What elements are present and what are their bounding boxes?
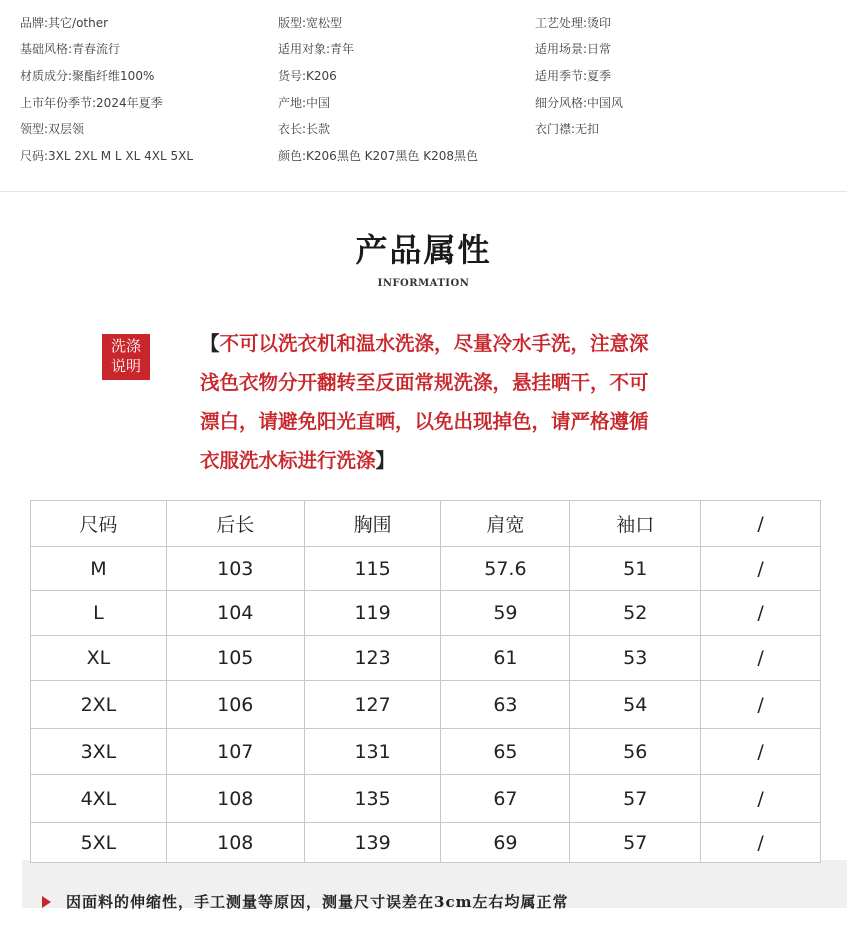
close-bracket: 】	[375, 449, 396, 472]
attr-launch-season: 上市年份季节:2024年夏季	[20, 96, 163, 110]
attr-length: 衣长:长款	[278, 122, 331, 136]
cell-slash: /	[701, 636, 821, 681]
attr-style: 基础风格:青春流行	[20, 42, 121, 56]
attr-sub-style: 细分风格:中国风	[535, 96, 624, 110]
product-attributes	[0, 0, 847, 192]
attr-placket: 衣门襟:无扣	[535, 122, 600, 136]
attr-target: 适用对象:青年	[278, 42, 355, 56]
triangle-arrow-icon	[42, 896, 51, 908]
header-size: 尺码	[31, 501, 167, 547]
attr-item-number: 货号:K206	[278, 69, 337, 83]
cell-chest: 139	[304, 823, 441, 863]
table-row	[31, 636, 821, 681]
cell-chest: 135	[304, 775, 441, 823]
attr-craft: 工艺处理:烫印	[535, 16, 612, 30]
table-row	[31, 591, 821, 636]
table-header-row	[31, 501, 821, 547]
section-title: 产品属性	[355, 231, 492, 269]
table-row	[31, 775, 821, 823]
table-row	[31, 823, 821, 863]
cell-slash: /	[701, 547, 821, 591]
attr-origin: 产地:中国	[278, 96, 331, 110]
table-row	[31, 547, 821, 591]
cell-shoulder: 65	[441, 729, 570, 775]
wash-instructions-badge	[102, 334, 150, 380]
cell-cuff: 54	[570, 681, 701, 729]
header-back-length: 后长	[166, 501, 304, 547]
cell-size: 5XL	[31, 823, 167, 863]
cell-cuff: 52	[570, 591, 701, 636]
cell-back-length: 108	[166, 775, 304, 823]
cell-shoulder: 67	[441, 775, 570, 823]
header-cuff: 袖口	[570, 501, 701, 547]
wash-instructions-text	[200, 324, 650, 480]
cell-back-length: 104	[166, 591, 304, 636]
table-row	[31, 729, 821, 775]
cell-size: 2XL	[31, 681, 167, 729]
table-row	[31, 681, 821, 729]
cell-slash: /	[701, 775, 821, 823]
attr-season: 适用季节:夏季	[535, 69, 612, 83]
attr-sizes: 尺码:3XL 2XL M L XL 4XL 5XL	[20, 149, 194, 163]
attr-colors: 颜色:K206黑色 K207黑色 K208黑色	[278, 149, 478, 163]
cell-back-length: 108	[166, 823, 304, 863]
cell-shoulder: 57.6	[441, 547, 570, 591]
cell-back-length: 105	[166, 636, 304, 681]
cell-size: XL	[31, 636, 167, 681]
cell-shoulder: 59	[441, 591, 570, 636]
attr-scene: 适用场景:日常	[535, 42, 612, 56]
cell-size: 4XL	[31, 775, 167, 823]
attr-material: 材质成分:聚酯纤维100%	[20, 69, 155, 83]
cell-back-length: 106	[166, 681, 304, 729]
cell-shoulder: 69	[441, 823, 570, 863]
cell-chest: 127	[304, 681, 441, 729]
cell-cuff: 56	[570, 729, 701, 775]
measurement-note: 因面料的伸缩性，手工测量等原因，测量尺寸误差在3cm左右均属正常	[66, 893, 569, 911]
cell-cuff: 57	[570, 823, 701, 863]
cell-back-length: 107	[166, 729, 304, 775]
attr-brand: 品牌:其它/other	[20, 16, 109, 30]
badge-line-1: 洗涤	[110, 337, 141, 355]
cell-slash: /	[701, 681, 821, 729]
cell-size: L	[31, 591, 167, 636]
cell-shoulder: 61	[441, 636, 570, 681]
badge-line-2: 说明	[110, 357, 141, 375]
cell-chest: 115	[304, 547, 441, 591]
cell-cuff: 53	[570, 636, 701, 681]
wash-text: 不可以洗衣机和温水洗涤，尽量冷水手洗，注意深浅色衣物分开翻转至反面常规洗涤，悬挂晒干，不可漂白，请避免阳光直晒，以免出现掉色，请严格遵循衣服洗水标进行洗涤	[200, 332, 649, 472]
header-chest: 胸围	[304, 501, 441, 547]
cell-size: M	[31, 547, 167, 591]
open-bracket: 【	[200, 332, 220, 355]
cell-size: 3XL	[31, 729, 167, 775]
attr-fit: 版型:宽松型	[278, 16, 343, 30]
cell-back-length: 103	[166, 547, 304, 591]
attr-collar: 领型:双层领	[20, 122, 85, 136]
cell-slash: /	[701, 591, 821, 636]
cell-chest: 119	[304, 591, 441, 636]
cell-chest: 131	[304, 729, 441, 775]
cell-cuff: 51	[570, 547, 701, 591]
cell-chest: 123	[304, 636, 441, 681]
header-shoulder: 肩宽	[441, 501, 570, 547]
cell-slash: /	[701, 823, 821, 863]
size-table	[30, 500, 821, 863]
cell-slash: /	[701, 729, 821, 775]
cell-cuff: 57	[570, 775, 701, 823]
section-subtitle: INFORMATION	[377, 278, 470, 289]
header-slash: /	[701, 501, 821, 547]
cell-shoulder: 63	[441, 681, 570, 729]
